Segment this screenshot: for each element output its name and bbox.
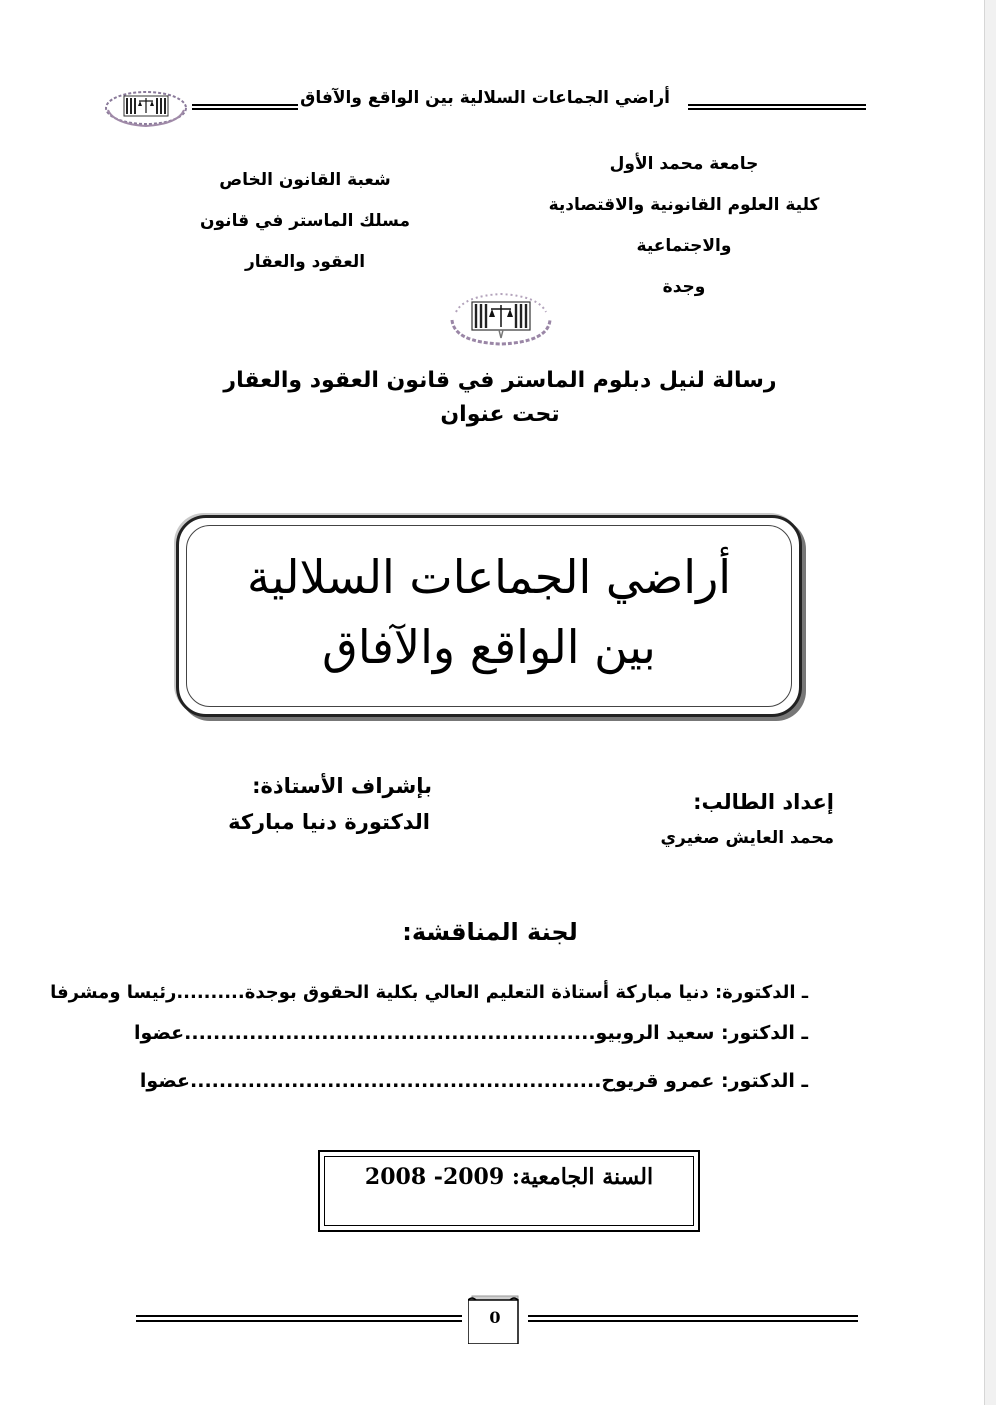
academic-year-value: 2008 -2009 [364,1164,505,1190]
committee-member-3: ـ الدكتور: عمرو قريوح.........................................................عضوا [139,1070,808,1092]
university-name: جامعة محمد الأول [609,154,759,174]
supervisor-label: بإشراف الأستاذة: [252,774,432,798]
thesis-subtitle: تحت عنوان [440,402,560,427]
thesis-statement: رسالة لنيل دبلوم الماستر في قانون العقود والعقار [223,368,777,393]
academic-year-frame [318,1150,700,1232]
thesis-title-line1: أراضي الجماعات السلالية [246,550,732,604]
thesis-title-line2: بين الواقع والآفاق [322,620,656,674]
city-name: وجدة [662,277,706,297]
academic-year-label: السنة الجامعية: [511,1164,654,1190]
department-name: شعبة القانون الخاص [219,170,391,190]
title-frame [176,515,802,717]
student-name: محمد العايش صغيري [660,828,834,848]
institution-block [534,144,834,308]
running-header-title: أراضي الجماعات السلالية بين الواقع والآفاق [300,88,670,108]
student-label: إعداد الطالب: [693,790,834,814]
page-number: 0 [489,1308,501,1327]
law-emblem-small-icon [102,86,190,130]
committee-heading: لجنة المناقشة: [402,918,578,946]
header-rule-left [192,102,298,112]
academic-year [318,1164,700,1190]
committee-member-2: ـ الدكتور: سعيد الروبيو.........................................................عضوا [134,1022,808,1044]
footer-rule-left [136,1313,462,1325]
law-emblem-icon [444,290,558,348]
committee-member-1: ـ الدكتورة: دنيا مباركة أستاذة التعليم العالي بكلية الحقوق بوجدة..........رئيسا ومشرفا [50,982,808,1003]
footer-rule-right [528,1313,858,1325]
master-track-cont: العقود والعقار [244,252,366,272]
department-block [195,160,415,283]
faculty-name: كلية العلوم القانونية والاقتصادية [548,195,820,215]
supervisor-name: الدكتورة دنيا مباركة [228,810,430,834]
master-track: مسلك الماستر في قانون [200,211,410,231]
faculty-name-cont: والاجتماعية [636,236,732,256]
header-rule-right [688,102,866,112]
